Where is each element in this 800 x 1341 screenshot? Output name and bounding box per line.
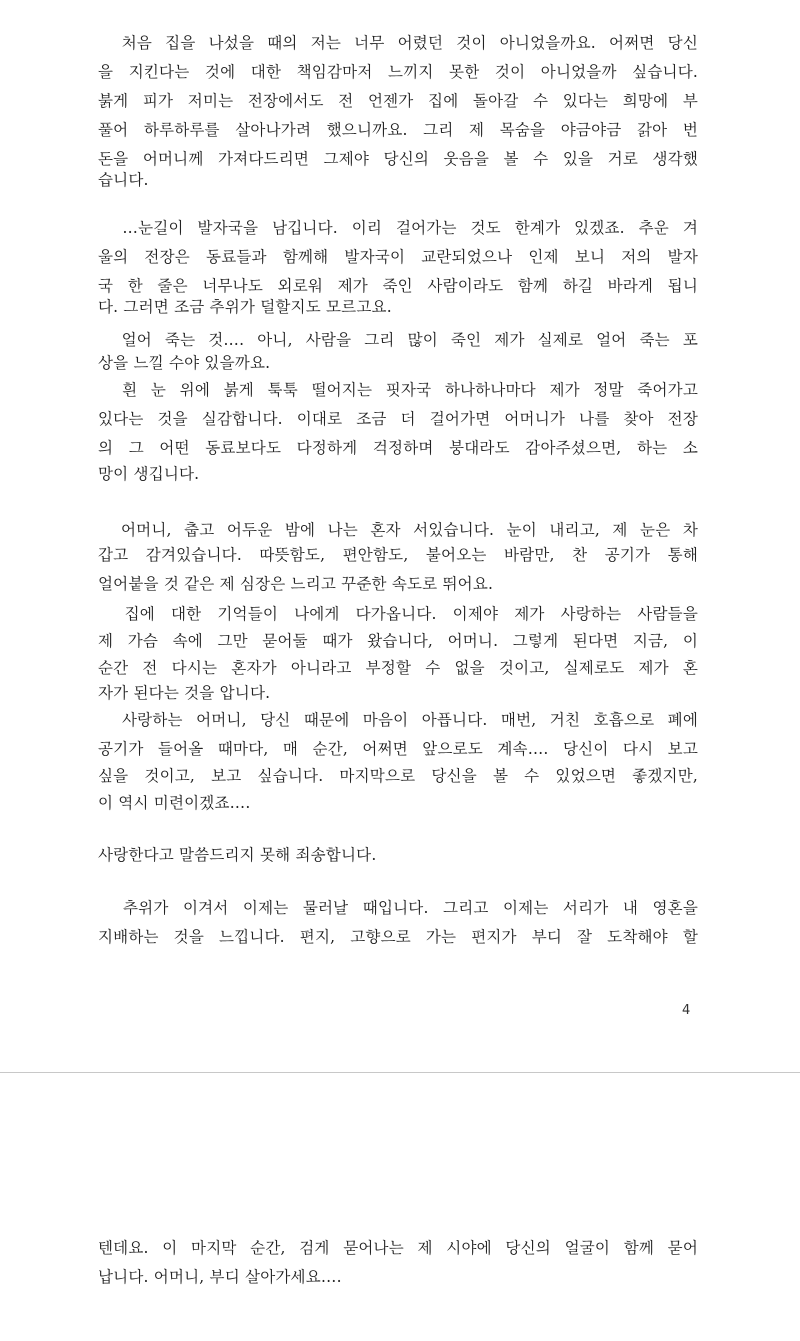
text-line: 얼어 죽는 것…. 아니, 사람을 그리 많이 죽인 제가 실제로 얼어 죽는 포 [98,331,698,349]
text-line: 망이 생깁니다. [98,465,200,483]
text-line: 풀어 하루하루를 살아나가려 했으니까요. 그리 제 목숨을 야금야금 갉아 번 [98,121,698,139]
text-line: 추위가 이겨서 이제는 물러날 때입니다. 그리고 이제는 서리가 내 영혼을 [98,899,698,917]
text-line: 공기가 들어올 때마다, 매 순간, 어쩌면 앞으로도 계속…. 당신이 다시 보고 [98,740,698,758]
text-line: …눈길이 발자국을 남깁니다. 이리 걸어가는 것도 한계가 있겠죠. 추운 겨 [98,219,698,237]
text-line: 흰 눈 위에 붉게 툭툭 떨어지는 핏자국 하나하나마다 제가 정말 죽어가고 [98,381,698,399]
text-line: 싶을 것이고, 보고 싶습니다. 마지막으로 당신을 볼 수 있었으면 좋겠지만, [98,767,698,785]
text-line: 집에 대한 기억들이 나에게 다가옵니다. 이제야 제가 사랑하는 사람들을 [98,605,698,623]
text-line: 납니다. 어머니, 부디 살아가세요…. [98,1268,342,1286]
text-line: 돈을 어머니께 가져다드리면 그제야 당신의 웃음을 볼 수 있을 거로 생각했 [98,150,698,168]
text-line: 이 역시 미련이겠죠…. [98,794,251,812]
text-line: 사랑한다고 말씀드리지 못해 죄송합니다. [98,846,377,864]
text-line: 순간 전 다시는 혼자가 아니라고 부정할 수 없을 것이고, 실제로도 제가 혼 [98,659,698,677]
document-page-5 [0,1074,800,1341]
text-line: 울의 전장은 동료들과 함께해 발자국이 교란되었으나 인제 보니 저의 발자 [98,248,698,266]
text-line: 자가 된다는 것을 압니다. [98,684,271,702]
text-line: 국 한 줄은 너무나도 외로워 제가 죽인 사람이라도 함께 하길 바라게 됩니 [98,277,698,295]
text-line: 있다는 것을 실감합니다. 이대로 조금 더 걸어가면 어머니가 나를 찾아 전장 [98,410,698,428]
text-line: 어머니, 춥고 어두운 밤에 나는 혼자 서있습니다. 눈이 내리고, 제 눈은 차 [98,521,698,539]
text-line: 의 그 어떤 동료보다도 다정하게 걱정하며 붕대라도 감아주셨으면, 하는 소 [98,439,698,457]
text-line: 제 가슴 속에 그만 묻어둘 때가 왔습니다, 어머니. 그렇게 된다면 지금, 이 [98,632,698,650]
text-line: 텐데요. 이 마지막 순간, 검게 묻어나는 제 시야에 당신의 얼굴이 함께 묻어 [98,1239,698,1257]
page-separator-line [0,1072,800,1073]
text-line: 갑고 감겨있습니다. 따뜻함도, 편안함도, 불어오는 바람만, 찬 공기가 통해 [98,546,698,564]
text-line: 을 지킨다는 것에 대한 책임감마저 느끼지 못한 것이 아니었을까 싶습니다. [98,63,698,81]
text-line: 얼어붙을 것 같은 제 심장은 느리고 꾸준한 속도로 뛰어요. [98,575,494,593]
text-line: 다. 그러면 조금 추위가 덜할지도 모르고요. [98,298,392,316]
page-number: 4 [682,1003,691,1018]
text-line: 붉게 피가 저미는 전장에서도 전 언젠가 집에 돌아갈 수 있다는 희망에 부 [98,92,698,110]
text-line: 처음 집을 나섰을 때의 저는 너무 어렸던 것이 아니었을까요. 어쩌면 당신 [98,34,698,52]
text-line: 사랑하는 어머니, 당신 때문에 마음이 아픕니다. 매번, 거친 호흡으로 폐에 [98,711,698,729]
text-line: 상을 느낄 수야 있을까요. [98,354,271,372]
text-line: 습니다. [98,171,149,189]
text-line: 지배하는 것을 느낍니다. 편지, 고향으로 가는 편지가 부디 잘 도착해야 할 [98,928,698,946]
